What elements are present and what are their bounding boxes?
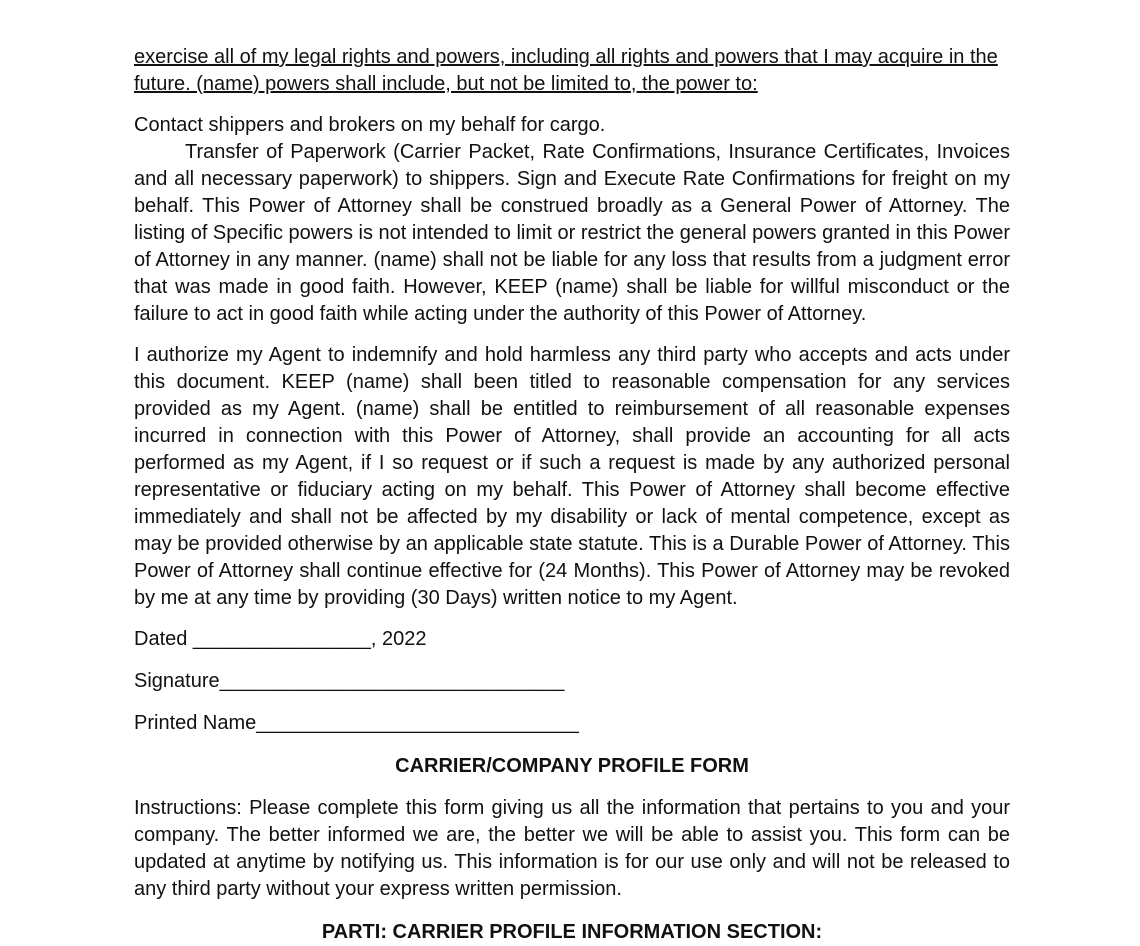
- part-heading: PARTI: CARRIER PROFILE INFORMATION SECTION:: [321, 921, 823, 943]
- power-item-contact: Contact shippers and brokers on my behalf for cargo.: [134, 114, 606, 136]
- instructions-paragraph: Instructions: Please complete this form giving us all the information that pertains to you and your company. The better informed we are, the better we will be able to assist you. This form can be updated at anytime by notifying us. This information is for our use only and will not be released to any third party without your express written permission.: [134, 797, 1010, 900]
- dated-line: Dated ________________, 2022: [134, 628, 427, 650]
- powers-section: [134, 112, 1010, 328]
- intro-paragraph: [134, 44, 1010, 98]
- signature-line: Signature_______________________________: [134, 670, 565, 692]
- authorization-paragraph: I authorize my Agent to indemnify and hold harmless any third party who accepts and acts under this document. KEEP (name) shall been titled to reasonable compensation for any services provided as my Agent. (name) shall be entitled to reimbursement of all reasonable expenses incurred in connection with this Power of Attorney, shall provide an accounting for all acts performed as my Agent, if I so request or if such a request is made by any authorized personal representative or fiduciary acting on my behalf. This Power of Attorney shall become effective immediately and shall not be affected by my disability or lack of mental competence, except as may be provided otherwise by an applicable state statute. This is a Durable Power of Attorney. This Power of Attorney shall continue effective for (24 Months). This Power of Attorney may be revoked by me at any time by providing (30 Days) written notice to my Agent.: [134, 344, 1010, 609]
- power-item-transfer: Transfer of Paperwork (Carrier Packet, Rate Confirmations, Insurance Certificates, Invoices and all necessary paperwork) to shippers. Sign and Execute Rate Confirmations for freight on my behalf. This Power of Attorney shall be construed broadly as a General Power of Attorney. The listing of Specific powers is not intended to limit or restrict the general powers granted in this Power of Attorney in any manner. (name) shall not be liable for any loss that results from a judgment error that was made in good faith. However, KEEP (name) shall be liable for willful misconduct or the failure to act in good faith while acting under the authority of this Power of Attorney.: [134, 141, 1010, 325]
- form-title: CARRIER/COMPANY PROFILE FORM: [395, 755, 749, 777]
- intro-line-1: exercise all of my legal rights and powers, including all rights and powers that I may acquire in the: [134, 46, 998, 68]
- intro-line-2: future. (name) powers shall include, but not be limited to, the power to:: [134, 73, 758, 95]
- printed-name-line: Printed Name_____________________________: [134, 712, 579, 734]
